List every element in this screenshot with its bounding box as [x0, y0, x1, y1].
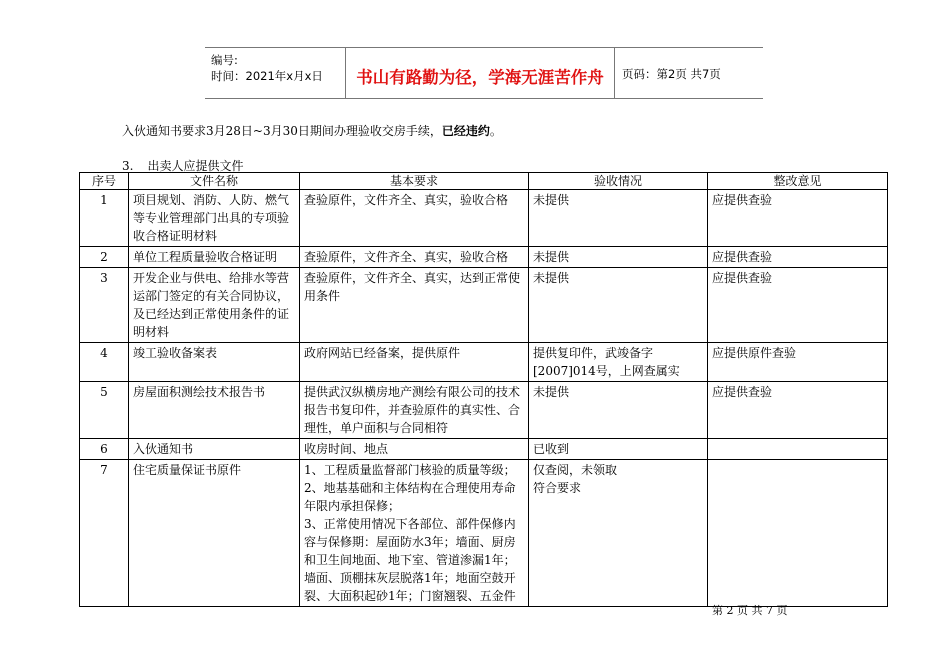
serial-number-cell: 5 [80, 382, 129, 439]
header-document-name: 文件名称 [129, 173, 300, 190]
document-name-cell: 竣工验收备案表 [129, 343, 300, 382]
table-row [80, 439, 888, 460]
notice-end: 。 [489, 124, 502, 138]
table-header-row [80, 173, 888, 190]
status-cell: 已收到 [529, 439, 708, 460]
section-number: 3. [122, 159, 134, 173]
status-cell: 提供复印件，武竣备字[2007]014号，上网查属实 [529, 343, 708, 382]
serial-number-cell: 7 [80, 460, 129, 607]
requirement-cell: 收房时间、地点 [300, 439, 529, 460]
status-cell: 未提供 [529, 268, 708, 343]
header-page-cell [615, 48, 763, 98]
page-footer: 第 2 页 共 7 页 [712, 604, 788, 617]
document-name-cell: 开发企业与供电、给排水等营运部门签定的有关合同协议，及已经达到正常使用条件的证明材料 [129, 268, 300, 343]
notice-paragraph [122, 122, 502, 139]
document-time-label: 时间：2021年x月x日 [211, 69, 323, 83]
header-motto: 书山有路勤为径，学海无涯苦作舟 [356, 68, 604, 87]
status-cell: 仅查阅，未领取 符合要求 [529, 460, 708, 607]
table-row [80, 382, 888, 439]
document-name-cell: 住宅质量保证书原件 [129, 460, 300, 607]
status-cell: 未提供 [529, 247, 708, 268]
document-code-label: 编号: [211, 53, 238, 67]
advice-cell: 应提供查验 [708, 382, 888, 439]
notice-text: 入伙通知书要求3月28日~3月30日期间办理验收交房手续， [122, 124, 442, 138]
header-rectification-advice: 整改意见 [708, 173, 888, 190]
document-name-cell: 入伙通知书 [129, 439, 300, 460]
document-name-cell: 单位工程质量验收合格证明 [129, 247, 300, 268]
serial-number-cell: 2 [80, 247, 129, 268]
advice-cell: 应提供查验 [708, 268, 888, 343]
table-row [80, 268, 888, 343]
requirement-cell: 政府网站已经备案，提供原件 [300, 343, 529, 382]
requirement-cell: 查验原件，文件齐全、真实，达到正常使用条件 [300, 268, 529, 343]
advice-cell [708, 460, 888, 607]
requirement-cell: 1、工程质量监督部门核验的质量等级； 2、地基基础和主体结构在合理使用寿命年限内承担保修； 3、正常使用情况下各部位、部件保修内容与保修期：屋面防水3年；墙面、厨房和卫生间地面、地下室、管道渗漏1年；墙面、顶棚抹灰层脱落1年；地面空鼓开裂、大面积起砂1年；门窗翘裂、五金件 [300, 460, 529, 607]
document-name-cell: 房屋面积测绘技术报告书 [129, 382, 300, 439]
header-serial-number: 序号 [80, 173, 129, 190]
requirement-cell: 查验原件，文件齐全、真实，验收合格 [300, 247, 529, 268]
section-title: 出卖人应提供文件 [147, 159, 244, 173]
advice-cell: 应提供查验 [708, 190, 888, 247]
header-info-cell [205, 48, 346, 98]
header-motto-cell [346, 48, 615, 98]
advice-cell [708, 439, 888, 460]
serial-number-cell: 4 [80, 343, 129, 382]
table-row [80, 190, 888, 247]
advice-cell: 应提供查验 [708, 247, 888, 268]
notice-bold-text: 已经违约 [441, 124, 490, 138]
header-page-label: 页码：第2页 共7页 [622, 67, 721, 81]
table-row [80, 247, 888, 268]
status-cell: 未提供 [529, 190, 708, 247]
header-acceptance-status: 验收情况 [529, 173, 708, 190]
serial-number-cell: 1 [80, 190, 129, 247]
serial-number-cell: 3 [80, 268, 129, 343]
table-row [80, 343, 888, 382]
document-name-cell: 项目规划、消防、人防、燃气等专业管理部门出具的专项验收合格证明材料 [129, 190, 300, 247]
header-basic-requirement: 基本要求 [300, 173, 529, 190]
status-cell: 未提供 [529, 382, 708, 439]
requirement-cell: 查验原件，文件齐全、真实，验收合格 [300, 190, 529, 247]
advice-cell: 应提供原件查验 [708, 343, 888, 382]
requirement-cell: 提供武汉纵横房地产测绘有限公司的技术报告书复印件，并查验原件的真实性、合理性，单户面积与合同相符 [300, 382, 529, 439]
documents-table [79, 172, 888, 607]
table-row [80, 460, 888, 607]
page-header [205, 47, 763, 99]
serial-number-cell: 6 [80, 439, 129, 460]
